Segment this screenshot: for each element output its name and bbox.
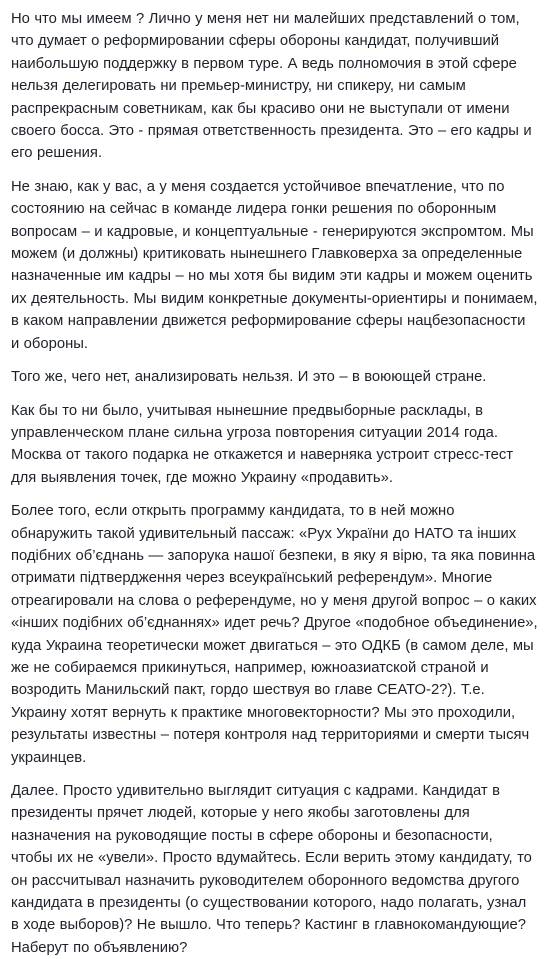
post-paragraph-3: Того же, чего нет, анализировать нельзя. И это – в воюющей стране. bbox=[11, 369, 487, 386]
post-paragraph-6: Далее. Просто удивительно выглядит ситуация с кадрами. Кандидат в президенты прячет людей, которые у него якобы заготовлены для назначения на руководящие посты в сфере обороны и безопасности, чтобы их не «увели». Просто вдумайтесь. Если верить этому кандидату, то он рассчитывал назначить руководителем оборонного ведомства другого кандидата в президенты (о существовании которого, надо полагать, узнал в ходе выборов)? Не вышло. Что теперь? Кастинг в главнокомандующие? Наберут по объявлению? bbox=[11, 783, 532, 956]
post-paragraph-2: Не знаю, как у вас, а у меня создается устойчивое впечатление, что по состоянию на сейчас в команде лидера гонки решения по оборонным вопросам – и кадровые, и концептуальные - генерируются экспромтом. Мы можем (и должны) критиковать нынешнего Главковерха за определенные назначенные им кадры – но мы хотя бы видим эти кадры и можем оценить их деятельность. Мы видим конкретные документы-ориентиры и понимаем, в каком направлении движется реформирование сферы нацбезопасности и обороны. bbox=[11, 178, 538, 352]
post-paragraph-5: Более того, если открыть программу кандидата, то в ней можно обнаружить такой удивительный пассаж: «Рух України до НАТО та інших подібних об’єднань — запорука нашої безпеки, в яку я вірю, та яка повинна отримати підтвердження через всеукраїнський референдум». Многие отреагировали на слова о референдуме, но у меня другой вопрос – о каких «інших подібних об’єднаннях» идет речь? Другое «подобное объединение», куда Украина теоретически может двигаться – это ОДКБ (в самом деле, мы же не собираемся прикинуться, например, южноазиатской страной и возродить Манильский пакт, гордо шествуя во главе СЕАТО-2?). Т.е. Украину хотят вернуть к практике многовекторности? Мы это проходили, результаты известны – потеря контроля над территориями и смерти тысяч украинцев. bbox=[11, 503, 538, 766]
post-paragraph-4: Как бы то ни было, учитывая нынешние предвыборные расклады, в управленческом плане сильна угроза повторения ситуации 2014 года. Москва от такого подарка не откажется и наверняка устроит стресс-тест для выявления точек, где можно Украину «продавить». bbox=[11, 402, 514, 486]
post-paragraph-1: Но что мы имеем ? Лично у меня нет ни малейших представлений о том, что думает о реформировании сферы обороны кандидат, получивший наибольшую поддержку в первом туре. А ведь полномочия в этой сфере нельзя делегировать ни премьер-министру, ни спикеру, ни самым распрекрасным советникам, как бы красиво они не выступали от имени своего босса. Это - прямая ответственность президента. Это – его кадры и его решения. bbox=[11, 11, 532, 162]
